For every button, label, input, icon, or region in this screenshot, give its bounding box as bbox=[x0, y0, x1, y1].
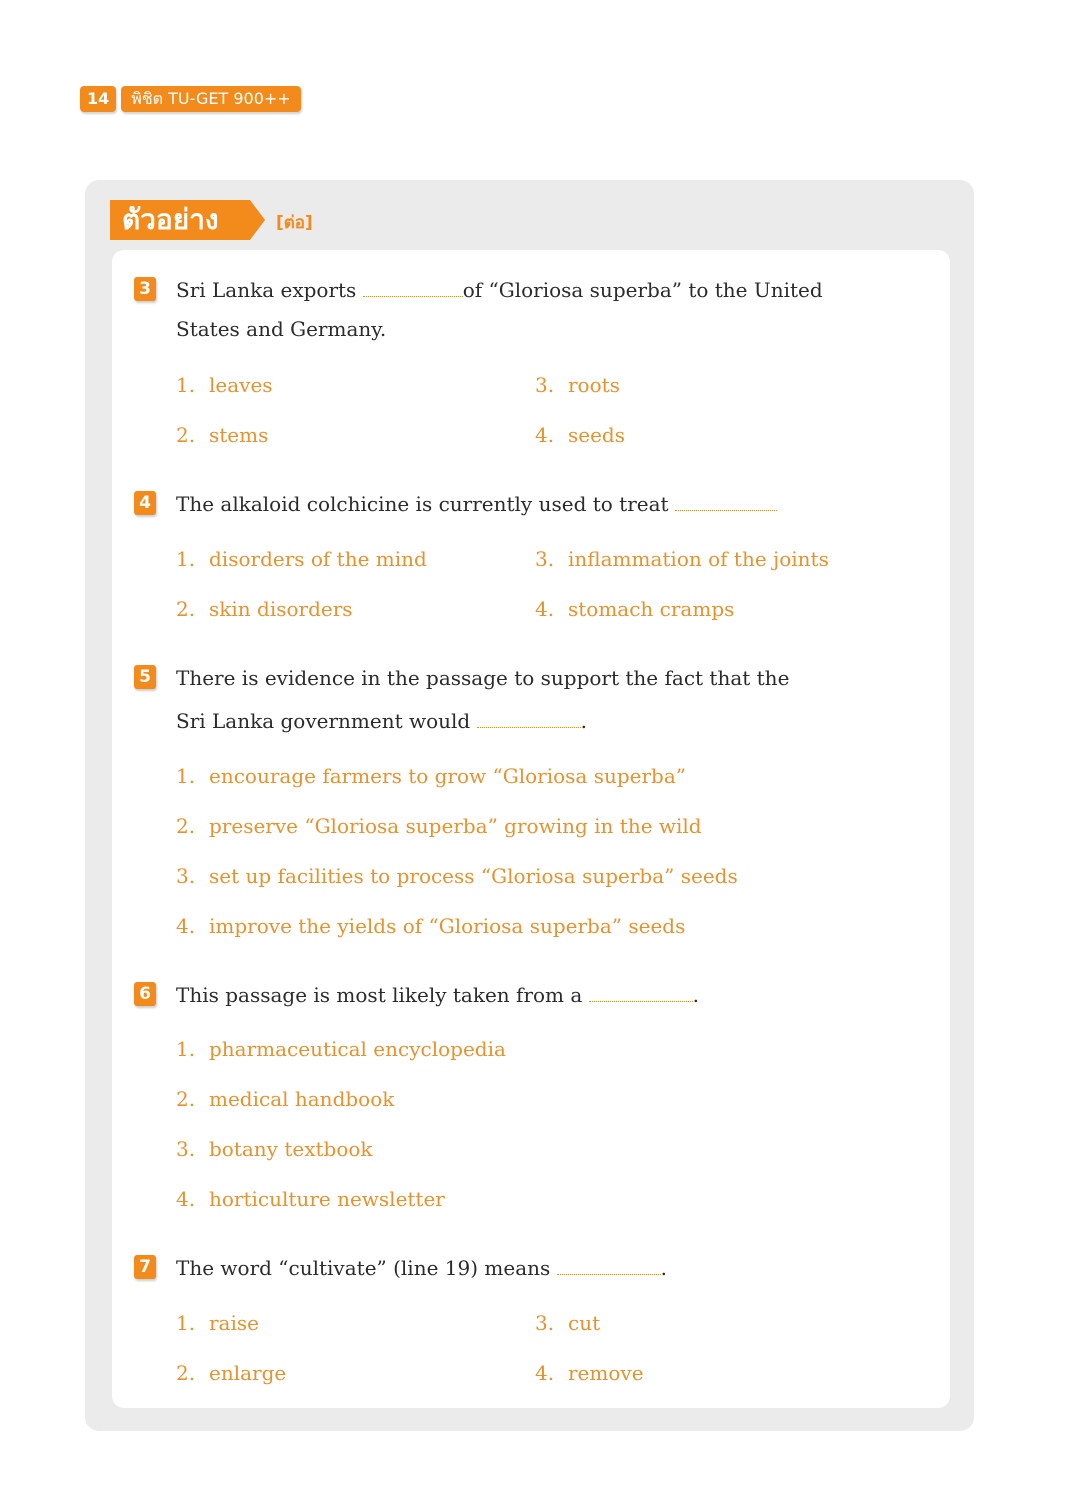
question-number: 3 bbox=[134, 277, 156, 301]
answer-option bbox=[176, 764, 686, 788]
option-text: skin disorders bbox=[209, 597, 353, 621]
answer-blank bbox=[477, 713, 581, 728]
option-number: 2. bbox=[176, 814, 196, 838]
stem-text: Sri Lanka government would bbox=[176, 709, 477, 733]
answer-option bbox=[535, 373, 620, 397]
option-text: seeds bbox=[568, 423, 626, 447]
page-number: 14 bbox=[80, 86, 116, 112]
answer-option bbox=[535, 1311, 600, 1335]
answer-option bbox=[176, 1361, 286, 1385]
book-title: พิชิต TU-GET 900++ bbox=[121, 86, 300, 112]
option-text: stomach cramps bbox=[568, 597, 735, 621]
option-number: 1. bbox=[176, 1311, 196, 1335]
option-number: 2. bbox=[176, 597, 196, 621]
question-stem-line2 bbox=[176, 709, 587, 733]
continued-label: [ต่อ] bbox=[276, 213, 313, 233]
stem-text: This passage is most likely taken from a bbox=[176, 983, 589, 1007]
answer-option bbox=[535, 423, 625, 447]
answer-option bbox=[176, 373, 273, 397]
option-number: 1. bbox=[176, 373, 196, 397]
answer-option bbox=[176, 1087, 394, 1111]
option-number: 1. bbox=[176, 1037, 196, 1061]
question-number: 5 bbox=[134, 665, 156, 689]
answer-option bbox=[176, 864, 738, 888]
stem-text: . bbox=[692, 983, 700, 1007]
option-number: 3. bbox=[176, 864, 196, 888]
option-number: 4. bbox=[176, 914, 196, 938]
stem-text: Sri Lanka exports bbox=[176, 278, 363, 302]
answer-option bbox=[176, 547, 427, 571]
option-text: preserve “Gloriosa superba” growing in the wild bbox=[209, 814, 702, 838]
option-text: roots bbox=[568, 373, 620, 397]
question-stem-line2: States and Germany. bbox=[176, 317, 387, 341]
answer-blank bbox=[557, 1260, 661, 1275]
option-number: 3. bbox=[535, 1311, 555, 1335]
option-text: botany textbook bbox=[209, 1137, 373, 1161]
stem-text: The word “cultivate” (line 19) means bbox=[176, 1256, 557, 1280]
option-text: improve the yields of “Gloriosa superba” seeds bbox=[209, 914, 686, 938]
option-number: 3. bbox=[535, 373, 555, 397]
option-number: 2. bbox=[176, 1361, 196, 1385]
option-number: 2. bbox=[176, 423, 196, 447]
option-number: 4. bbox=[176, 1187, 196, 1211]
question-stem bbox=[176, 983, 699, 1007]
answer-blank bbox=[589, 987, 693, 1002]
answer-option bbox=[176, 914, 685, 938]
stem-text: The alkaloid colchicine is currently used to treat bbox=[176, 492, 675, 516]
question-stem bbox=[176, 492, 777, 516]
answer-option bbox=[535, 1361, 644, 1385]
answer-option bbox=[176, 597, 353, 621]
option-text: remove bbox=[568, 1361, 644, 1385]
answer-option bbox=[176, 1037, 506, 1061]
section-label: ตัวอย่าง bbox=[122, 203, 219, 236]
option-number: 3. bbox=[176, 1137, 196, 1161]
option-text: leaves bbox=[209, 373, 273, 397]
stem-text: . bbox=[580, 709, 587, 733]
option-text: raise bbox=[209, 1311, 259, 1335]
option-text: stems bbox=[209, 423, 269, 447]
option-text: disorders of the mind bbox=[209, 547, 427, 571]
option-text: horticulture newsletter bbox=[209, 1187, 445, 1211]
option-text: pharmaceutical encyclopedia bbox=[209, 1037, 506, 1061]
answer-option bbox=[535, 547, 829, 571]
option-number: 4. bbox=[535, 597, 555, 621]
answer-blank bbox=[363, 282, 463, 297]
question-stem: There is evidence in the passage to support the fact that the bbox=[176, 666, 790, 690]
question-number: 6 bbox=[134, 982, 156, 1006]
option-number: 3. bbox=[535, 547, 555, 571]
option-number: 1. bbox=[176, 547, 196, 571]
page-header bbox=[80, 86, 301, 112]
stem-text: of “Gloriosa superba” to the United bbox=[462, 278, 823, 302]
stem-text: . bbox=[660, 1256, 667, 1280]
option-number: 2. bbox=[176, 1087, 196, 1111]
option-text: inflammation of the joints bbox=[568, 547, 829, 571]
answer-option bbox=[176, 1187, 445, 1211]
option-text: medical handbook bbox=[209, 1087, 395, 1111]
option-number: 1. bbox=[176, 764, 196, 788]
option-text: cut bbox=[568, 1311, 601, 1335]
question-number: 4 bbox=[134, 491, 156, 515]
question-number: 7 bbox=[134, 1255, 156, 1279]
answer-option bbox=[176, 1311, 259, 1335]
answer-option bbox=[176, 423, 268, 447]
question-stem bbox=[176, 1256, 667, 1280]
question-stem bbox=[176, 278, 823, 302]
option-number: 4. bbox=[535, 1361, 555, 1385]
option-number: 4. bbox=[535, 423, 555, 447]
answer-option bbox=[176, 1137, 373, 1161]
option-text: encourage farmers to grow “Gloriosa superba” bbox=[209, 764, 686, 788]
option-text: enlarge bbox=[209, 1361, 287, 1385]
answer-option bbox=[176, 814, 702, 838]
answer-blank bbox=[675, 496, 777, 511]
option-text: set up facilities to process “Gloriosa superba” seeds bbox=[209, 864, 738, 888]
answer-option bbox=[535, 597, 734, 621]
